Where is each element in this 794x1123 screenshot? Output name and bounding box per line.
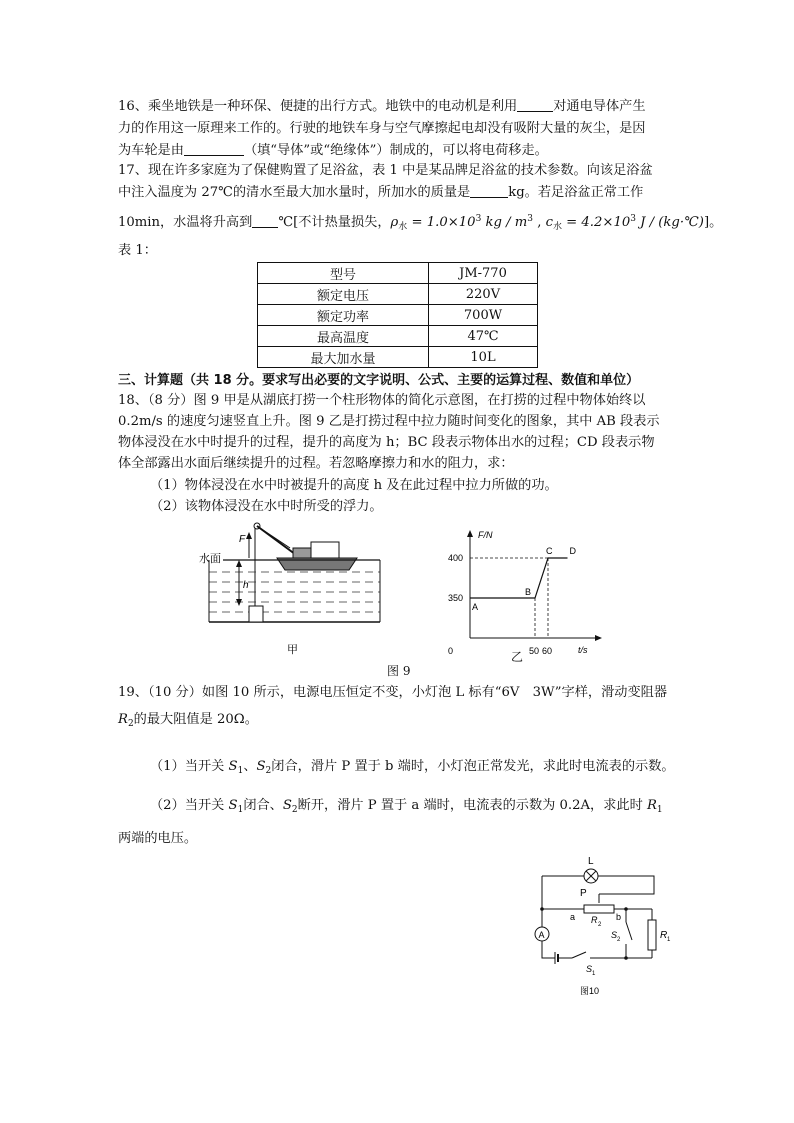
table-cell: 220V bbox=[429, 284, 538, 305]
ammeter-label: A bbox=[538, 930, 545, 940]
r1-sub: 1 bbox=[656, 805, 663, 815]
q16-text: 对通电导体产生 bbox=[553, 99, 646, 114]
q17-line-2 bbox=[118, 184, 643, 202]
boat-winch bbox=[293, 548, 311, 558]
x-axis-label: t/s bbox=[578, 645, 588, 655]
table-cell: 47℃ bbox=[429, 326, 538, 347]
q17-text: 中注入温度为 27℃的清水至最大加水量时，所加水的质量是 bbox=[118, 185, 471, 200]
q18-line-4: 体全部露出水面后继续提升的过程。若忽略摩擦力和水的阻力，求： bbox=[118, 456, 514, 471]
s1-sub: 1 bbox=[237, 766, 244, 776]
left-wire bbox=[542, 876, 555, 958]
point-label: B bbox=[525, 587, 532, 597]
s2-symbol: S bbox=[282, 798, 292, 813]
q18-line-3: 物体浸没在水中时提升的过程，提升的高度为 h；BC 段表示物体出水的过程；CD 段表示物 bbox=[118, 435, 655, 450]
q17-line-1: 17、现在许多家庭为了保健购置了足浴盆，表 1 中是某品牌足浴盆的技术参数。向该足浴盆 bbox=[118, 163, 653, 178]
point-label: D bbox=[569, 546, 576, 556]
figure-10-caption: 图10 bbox=[580, 986, 600, 996]
terminal-a-label: a bbox=[570, 912, 576, 922]
slider-label: P bbox=[580, 888, 587, 899]
force-arrowhead bbox=[246, 532, 252, 539]
figure-9b-caption: 乙 bbox=[511, 650, 524, 664]
table-row bbox=[258, 347, 538, 368]
crane-boom-brace bbox=[257, 526, 290, 548]
q19-text: 闭合，滑片 P 置于 b 端时，小灯泡正常发光，求此时电流表的示数。 bbox=[271, 759, 675, 774]
q16-text: （填“导体”或“绝缘体”）制成的，可以将电荷移走。 bbox=[243, 143, 548, 158]
formula-rho: ρ bbox=[390, 215, 399, 230]
s1-switch bbox=[572, 952, 586, 958]
table-cell: 额定电压 bbox=[258, 284, 429, 305]
r2-label: R bbox=[591, 915, 598, 925]
q19-text: 断开，滑片 P 置于 a 端时，电流表的示数为 0.2A，求此时 bbox=[297, 798, 647, 813]
point-label: C bbox=[546, 546, 553, 556]
q16-text: 16、乘坐地铁是一种环保、便捷的出行方式。地铁中的电动机是利用 bbox=[118, 99, 518, 114]
q19-line-2 bbox=[118, 711, 258, 733]
r1-resistor bbox=[648, 920, 656, 950]
formula-unit: J / (kg·℃) bbox=[635, 215, 704, 230]
q18-line-1: 18、（8 分）图 9 甲是从湖底打捞一个柱形物体的简化示意图，在打捞的过程中物体始终以 bbox=[118, 393, 646, 408]
lamp-label: L bbox=[588, 856, 594, 867]
point-label: A bbox=[472, 602, 479, 612]
y-tick-label: 400 bbox=[448, 553, 464, 563]
q19-line-last: 两端的电压。 bbox=[118, 831, 198, 846]
y-tick-label: 350 bbox=[448, 593, 464, 603]
table-cell: 型号 bbox=[258, 263, 429, 284]
q19-text: 闭合、 bbox=[243, 798, 283, 813]
table-row bbox=[258, 326, 538, 347]
r1-label: R bbox=[660, 930, 668, 941]
s2-label: S bbox=[611, 930, 618, 940]
table-cell: 700W bbox=[429, 305, 538, 326]
q19-subquestion-2 bbox=[150, 797, 663, 819]
formula-sub: 水 bbox=[398, 222, 408, 232]
junction-dot bbox=[540, 907, 544, 911]
q17-blank-2[interactable] bbox=[252, 214, 278, 228]
table-row bbox=[258, 305, 538, 326]
formula-sub: 水 bbox=[552, 222, 562, 232]
r1-label-sub: 1 bbox=[667, 937, 671, 943]
q17-text: ℃[不计热量损失， bbox=[278, 215, 391, 230]
formula-sep: , bbox=[533, 215, 546, 230]
q19-text: （1）当开关 bbox=[150, 759, 229, 774]
s1-symbol: S bbox=[228, 798, 238, 813]
q16-line-1 bbox=[118, 98, 646, 116]
water-dashes bbox=[209, 572, 380, 612]
q17-line-3 bbox=[118, 210, 722, 236]
figure-9a-caption: 甲 bbox=[287, 644, 298, 656]
r2-resistor bbox=[584, 905, 614, 913]
height-arrow-down bbox=[236, 599, 242, 606]
cylinder-object bbox=[249, 606, 263, 622]
q19-text: 、 bbox=[243, 759, 257, 774]
q17-text: kg。若足浴盆正常工作 bbox=[508, 185, 644, 200]
spec-table bbox=[257, 262, 538, 368]
figure-9b-force-time-graph bbox=[448, 528, 608, 658]
y-axis-arrow bbox=[467, 530, 473, 537]
table-caption: 表 1： bbox=[118, 243, 157, 258]
formula-c-value: = 4.2×10 bbox=[561, 215, 631, 230]
formula-exp: 3 bbox=[630, 214, 636, 224]
table-row bbox=[258, 263, 538, 284]
s1-label: S bbox=[586, 964, 593, 974]
q18-line-2: 0.2m/s 的速度匀速竖直上升。图 9 乙是打捞过程中拉力随时间变化的图象，其中 AB 段表示 bbox=[118, 414, 660, 429]
section-3-heading: 三、计算题（共 18 分。要求写出必要的文字说明、公式、主要的运算过程、数值和单位） bbox=[118, 373, 640, 388]
x-tick-label: 60 bbox=[542, 646, 553, 656]
x-tick-label: 50 bbox=[529, 646, 540, 656]
q17-blank-1[interactable] bbox=[470, 184, 508, 198]
s2-sub: 2 bbox=[291, 805, 298, 815]
formula-exp: 3 bbox=[527, 214, 533, 224]
s2-switch bbox=[626, 922, 632, 940]
q18-subquestion-2: （2）该物体浸没在水中时所受的浮力。 bbox=[150, 499, 383, 514]
height-label: h bbox=[243, 580, 249, 591]
figure-10-circuit bbox=[520, 848, 690, 1003]
s1-symbol: S bbox=[228, 759, 238, 774]
q19-text: （2）当开关 bbox=[150, 798, 229, 813]
r2-symbol: R bbox=[118, 712, 128, 727]
q19-line-1: 19、（10 分）如图 10 所示，电源电压恒定不变，小灯泡 L 标有“6V 3W”字样，滑动变阻器 bbox=[118, 685, 668, 700]
q16-line-2: 力的作用这一原理来工作的。行驶的地铁车身与空气摩擦起电却没有吸附大量的灰尘，是因 bbox=[118, 121, 646, 136]
table-cell: 10L bbox=[429, 347, 538, 368]
q16-blank-1[interactable] bbox=[517, 98, 553, 112]
r2-label-sub: 2 bbox=[598, 922, 602, 928]
water-surface-label: 水面 bbox=[199, 553, 221, 565]
q16-blank-2[interactable] bbox=[184, 142, 244, 156]
y-axis-label: F/N bbox=[478, 530, 493, 540]
formula-rho-value: = 1.0×10 bbox=[407, 215, 476, 230]
force-label: F bbox=[239, 534, 246, 545]
x-axis-arrow bbox=[595, 635, 602, 641]
q16-line-3 bbox=[118, 142, 548, 160]
formula-c: c bbox=[545, 215, 553, 230]
x-tick-label-0: 0 bbox=[448, 646, 454, 656]
s2-symbol: S bbox=[256, 759, 266, 774]
table-cell: JM-770 bbox=[429, 263, 538, 284]
formula-unit: kg / m bbox=[481, 215, 528, 230]
s1-sub: 1 bbox=[237, 805, 244, 815]
q18-subquestion-1: （1）物体浸没在水中时被提升的高度 h 及在此过程中拉力所做的功。 bbox=[150, 478, 558, 493]
q19-subquestion-1 bbox=[150, 758, 675, 780]
s2-sub: 2 bbox=[265, 766, 272, 776]
s1-label-sub: 1 bbox=[592, 971, 596, 977]
top-wire-right bbox=[598, 876, 654, 894]
junction-dot bbox=[624, 956, 628, 960]
terminal-b-label: b bbox=[616, 912, 622, 922]
r1-symbol: R bbox=[646, 798, 657, 813]
q19-text: 的最大阻值是 20Ω。 bbox=[133, 712, 258, 727]
formula-exp: 3 bbox=[475, 214, 482, 224]
force-time-line bbox=[470, 558, 568, 598]
figure-9-caption: 图 9 bbox=[387, 664, 411, 678]
q17-text: 10min，水温将升高到 bbox=[118, 215, 253, 230]
boat-cabin bbox=[311, 542, 339, 558]
table-cell: 额定功率 bbox=[258, 305, 429, 326]
table-cell: 最大加水量 bbox=[258, 347, 429, 368]
table-row bbox=[258, 284, 538, 305]
junction-dot bbox=[624, 907, 628, 911]
s2-label-sub: 2 bbox=[617, 937, 621, 943]
figure-9a-salvage-diagram bbox=[195, 520, 385, 660]
table-cell: 最高温度 bbox=[258, 326, 429, 347]
r2-sub: 2 bbox=[127, 719, 134, 729]
q16-text: 为车轮是由 bbox=[118, 143, 184, 158]
height-arrow-up bbox=[236, 560, 242, 567]
formula-end: ]。 bbox=[703, 215, 723, 230]
